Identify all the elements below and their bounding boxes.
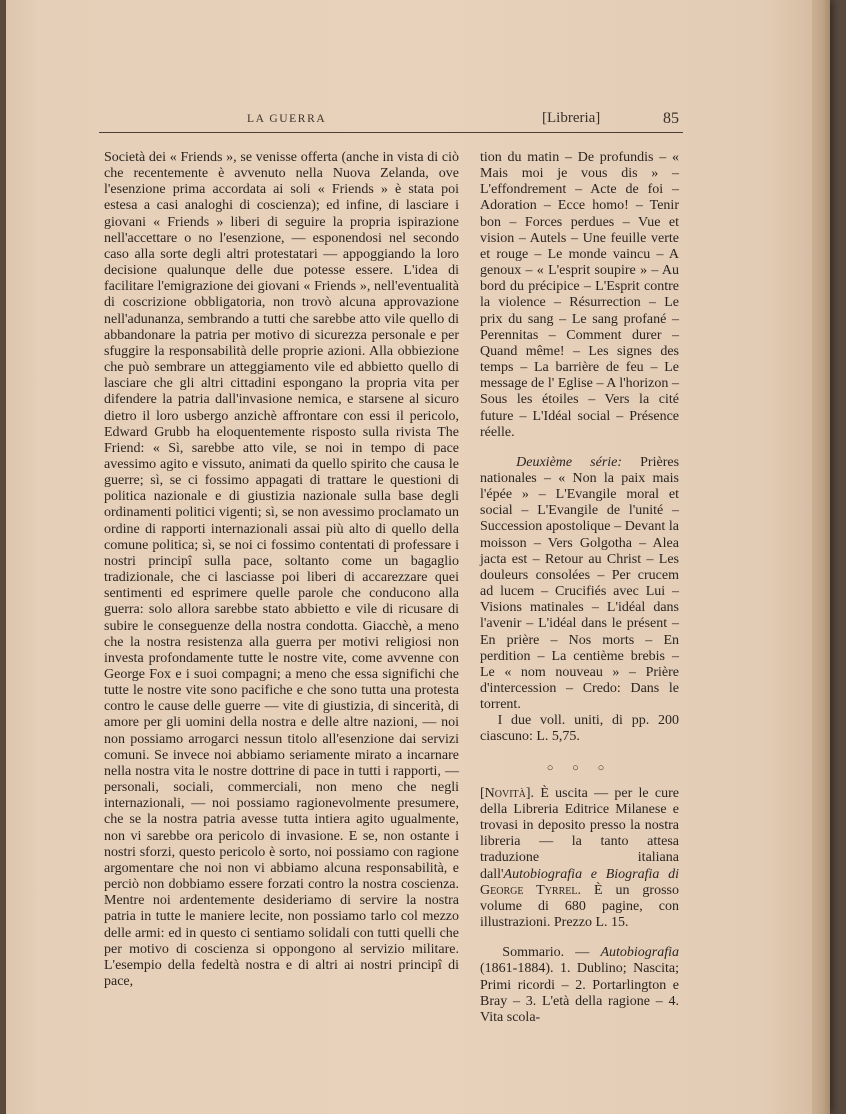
price-note bbox=[480, 713, 679, 745]
sommario-label: Sommario. — bbox=[502, 945, 601, 961]
second-series bbox=[480, 455, 679, 714]
sommario-text: (1861-1884). 1. Dublino; Nascita; Primi ricordi – 2. Portarlington e Bray – 3. L'età della ragione – 4. Vita scola- bbox=[480, 961, 679, 1025]
sommario bbox=[480, 945, 679, 1026]
novita-author: George Tyrrel bbox=[480, 882, 578, 898]
novita-text-1: È uscita — per le cure della Libreria Editrice Milanese e trovasi in deposito presso la nostra libreria — la tanto attesa traduzione italiana dall' bbox=[480, 785, 679, 882]
second-series-label: Deuxième série: bbox=[516, 454, 623, 470]
running-header bbox=[99, 110, 683, 133]
left-paragraph: Società dei « Friends », se venisse offerta (anche in vista di ciò che recentemente è avvenuto nella Nuova Zelanda, ove l'esenzione prima accordata ai soli « Friends » è stata poi estesa a casi analoghi di coscienza); ed infine, di lasciare i giovani « Friends » liberi di seguire la propria ispirazione nell'accettare o no l'esenzione, — esponendosi nel secondo caso alla sorte degli altri protestatari — appoggiando la loro decisione qualunque delle due potesse essere. L'idea di facilitare l'emigrazione dei giovani « Friends », nell'eventualità di coscrizione obbligatoria, non trovò alcuna approvazione nell'adunanza, sembrando a tutti che sarebbe atto vile quello di abbandonare la patria per motivo di sicurezza personale e per sfuggire la responsabilità delle proprie azioni. Alla obbiezione che può sembrare un atteggiamento vile ed abbietto quello di lasciare che gli altri cittadini espongano la propria vita per difendere la patria dall'invasione nemica, e starsene al sicuro dietro il loro usbergo anzichè affrontare con essi il pericolo, Edward Grubb ha eloquentemente risposto sulla rivista The Friend: « Sì, sarebbe atto vile, se noi in tempo di pace avessimo agito e vissuto, animati da quello spirito che causa le guerre; sì, se ci fossimo appagati di trattare le questioni di politica nazionale e di giustizia nazionale sulla base degli ordinamenti politici vigenti; sì, se non avessimo proclamato un ordine di rapporti internazionali assai più alto di quello della comune politica; sì, se noi ci fossimo contentati di professare i nostri principî sulla pace, soltanto come un bagaglio tradizionale, che ci lasciasse poi liberi di accarezzare quei sentimenti ed esprimere quelle parole che conducono alla guerra: solo allora sarebbe stato abbietto e vile di ricusare di subire le conseguenze della nostra condotta. Giacchè, a meno che la nostra resistenza alla guerra per motivi religiosi non investa profondamente tutte le nostre vite, come avvenne con George Fox e i suoi compagni; a meno che essa significhi che tutte le nostre vite sono pacifiche e che sono tutta una protesta contro le cause delle guerre — vite di giustizia, di sincerità, di amore per gli uomini della nostra e delle altre nazioni, — noi non possiamo arrogarci nessun titolo all'esenzione dai servizi comuni. Se invece noi abbiamo seriamente mirato a incarnare nella nostra vita le nostre dottrine di pace in tutti i rapporti, — personali, sociali, commerciali, non meno che negli internazionali, — noi possiamo ragionevolmente presumere, che se la nostra patria avesse tutta intiera agito ugualmente, non vi sarebbe ora pericolo di invasione. E se, non ostante i nostri sforzi, questo pericolo è sorto, noi possiamo con ragione argomentare che noi non vi abbiamo alcuna responsabilità, e perciò non dobbiamo essere forzati contro la nostra coscienza. Mentre noi ardentemente desideriamo di servire la nostra patria in tutte le maniere lecite, non possiamo tarlo col mezzo delle armi: ed in questo ci sentiamo solidali con tutti quelli che per motivo di coscienza si oppongono al servizio militare. L'esempio della fedeltà nostra e di altri ai nostri principî di pace, bbox=[104, 150, 459, 989]
section-label: [Libreria] bbox=[542, 110, 601, 126]
titles-list: tion du matin – De profundis – « Mais moi je vous dis » – L'effondrement – Acte de foi – Adoration – Ecce homo! – Tenir bon – Forces perdues – Vue et vision – Autels – Une feuille verte et rouge – Le monde vaincu – A genoux – « L'esprit soupire » – Au bord du précipice – L'Esprit contre la violence – Résurrection – Le prix du sang – Le sang profané – Perennitas – Comment durer – Quand même! – Les signes des temps – La barrière de feu – Le message de l' Eglise – A l'horizon – Sous les étoiles – Vers la cité future – L'Idéal social – Présence réelle. bbox=[480, 150, 679, 440]
right-column bbox=[480, 150, 679, 1026]
page-edge bbox=[812, 0, 830, 1114]
running-title: LA GUERRA bbox=[247, 113, 327, 125]
left-column bbox=[104, 150, 459, 990]
book-page bbox=[6, 0, 830, 1114]
novita-label: [Novità]. bbox=[480, 785, 535, 801]
second-series-list: Prières nationales – « Non la paix mais l'épée » – L'Evangile moral et social – L'Evangile de l'unité – Succession apostolique – Devant la moisson – Vers Golgotha – Alea jacta est – Retour au Christ – Les douleurs consolées – Per crucem ad lucem – Crucifiés avec Lui – Visions matinales – L'idéal dans l'avenir – L'idéal dans le présent – En prière – Nos morts – En perdition – La centième brebis – Le « nom nouveau » – Prière d'intercession – Credo: Dans le torrent. bbox=[480, 454, 680, 713]
novita-text-2: di bbox=[659, 866, 679, 882]
price-note-text: I due voll. uniti, di pp. 200 ciascuno: L. 5,75. bbox=[480, 713, 680, 745]
novita-notice bbox=[480, 786, 679, 931]
novita-title: Autobiografia e Biografia bbox=[503, 866, 660, 882]
section-separator: ○ ○ ○ bbox=[546, 761, 613, 774]
novita-text-3: . È un grosso volume di 680 pagine, con illustrazioni. Prezzo L. 15. bbox=[480, 882, 679, 931]
page-number: 85 bbox=[663, 110, 679, 127]
sommario-title: Autobiografia bbox=[600, 945, 679, 961]
